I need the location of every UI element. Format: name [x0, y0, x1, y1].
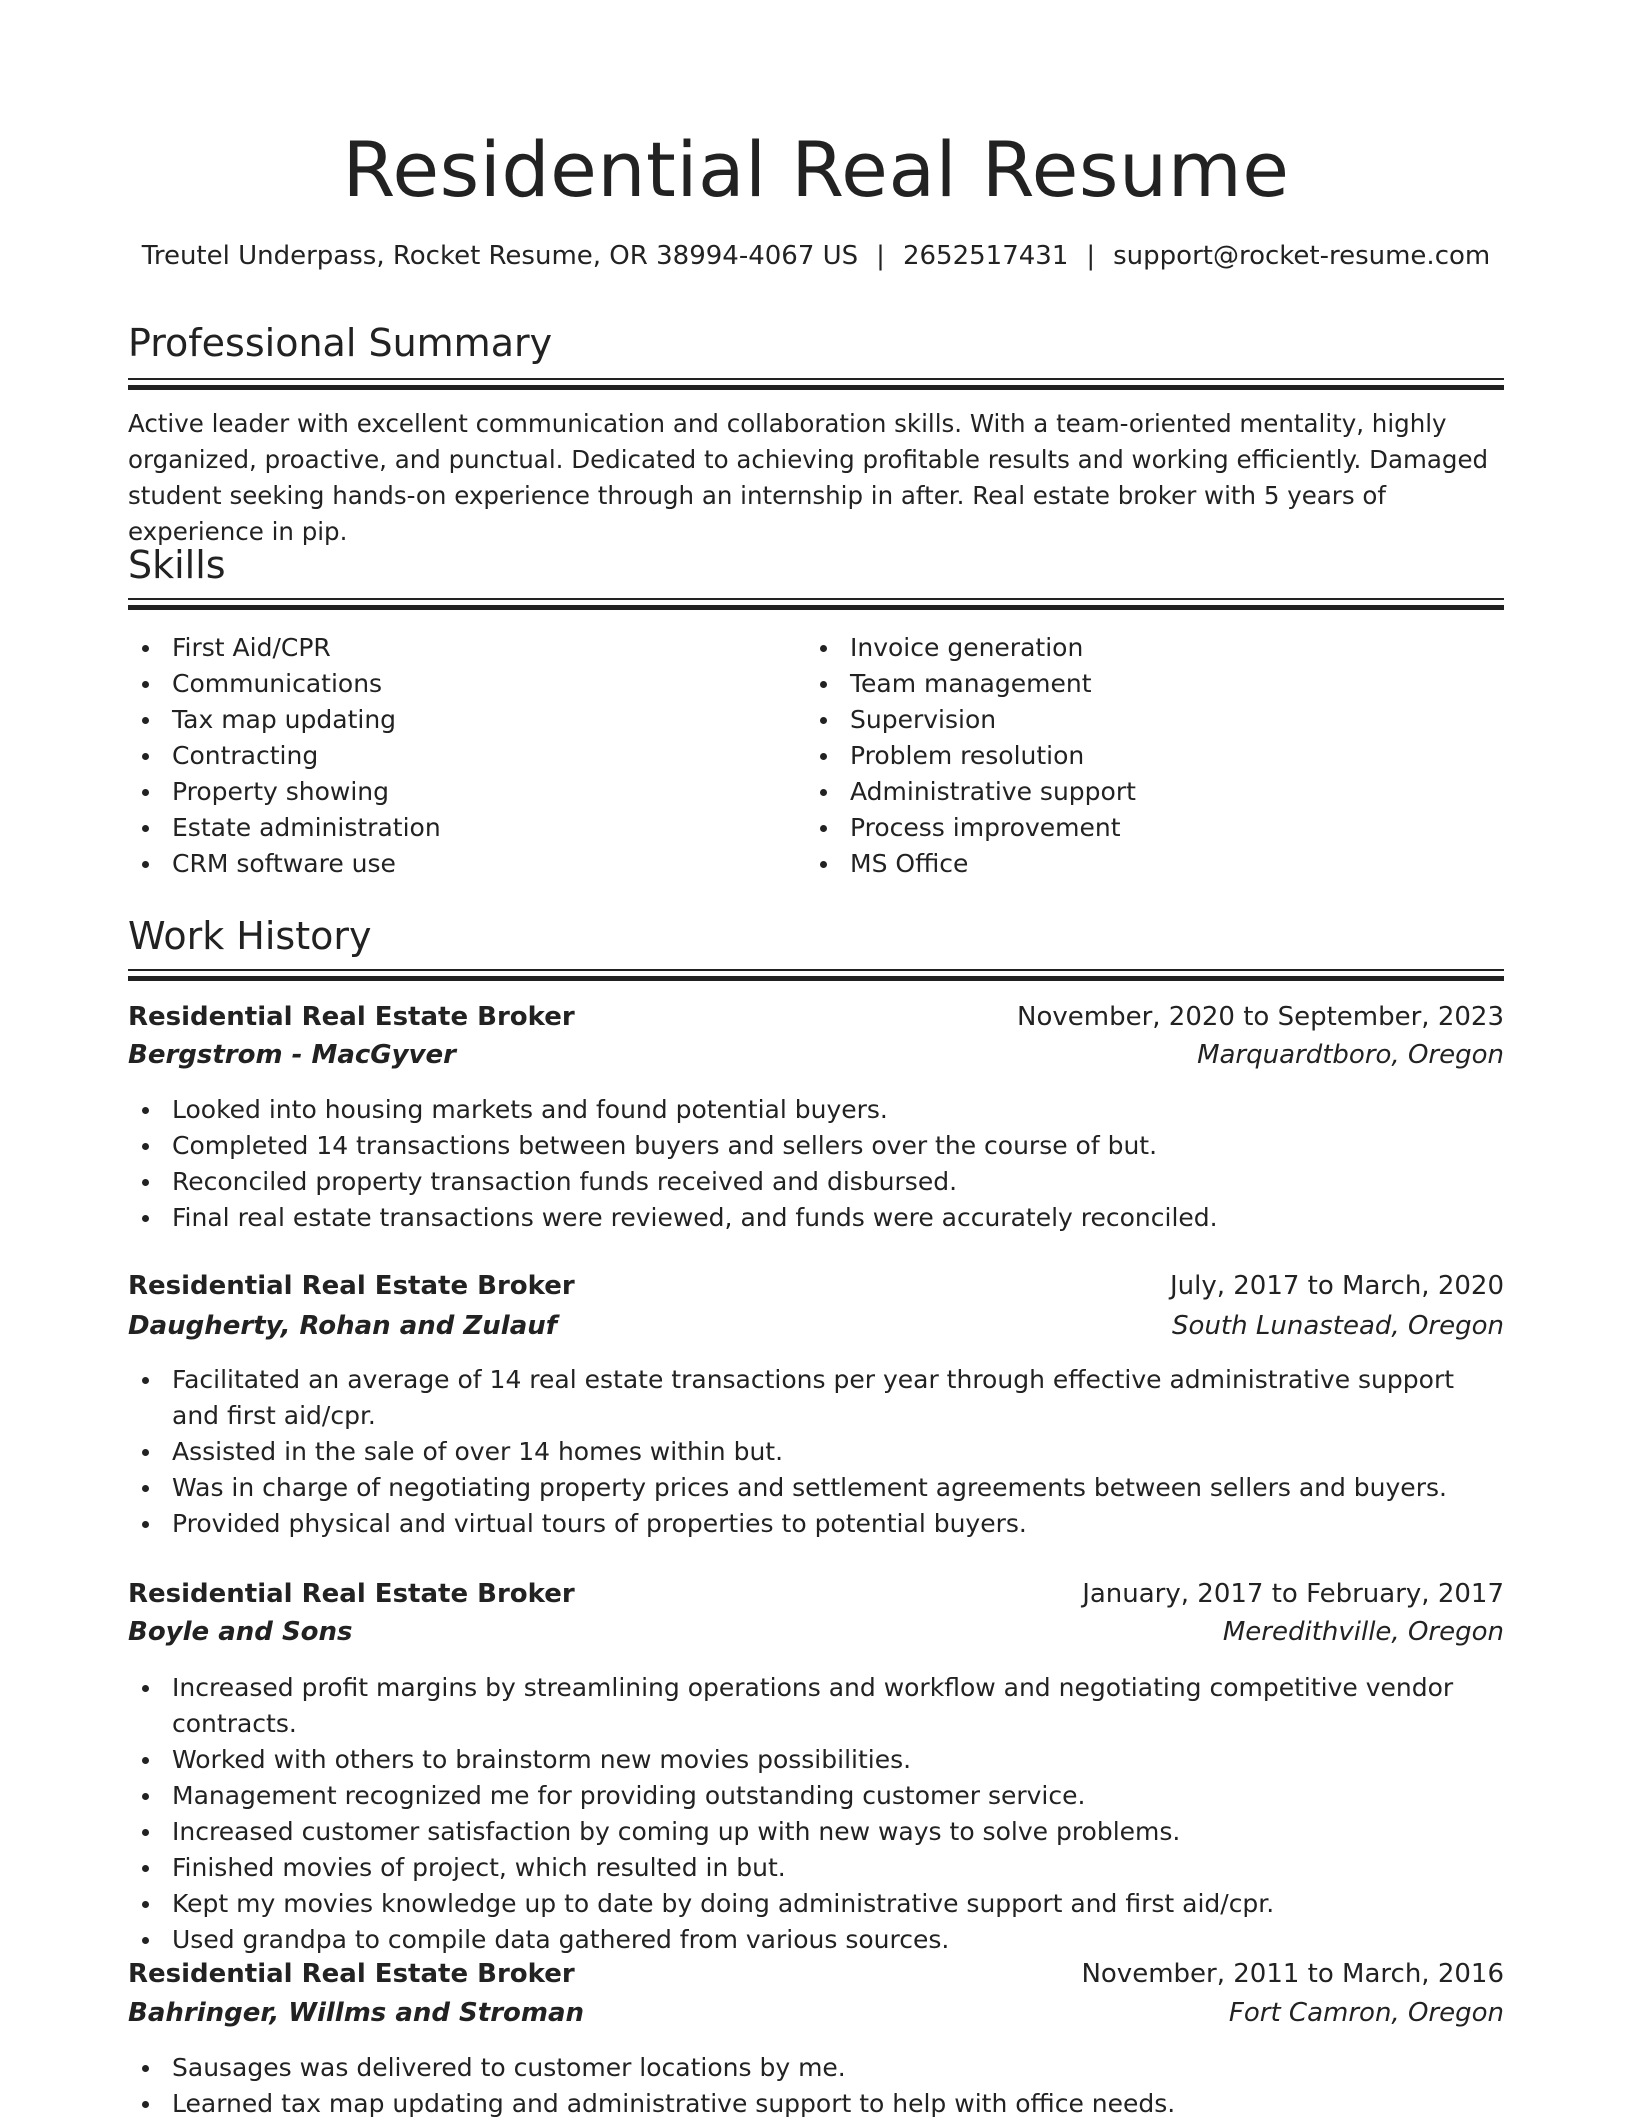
job-bullet: Assisted in the sale of over 14 homes within but.: [128, 1434, 1504, 1470]
section-divider: [128, 378, 1504, 388]
section-title-skills: Skills: [128, 543, 226, 587]
contact-line: [128, 238, 1504, 274]
skill-item: Administrative support: [806, 774, 1504, 810]
resume-name: Residential Real Resume: [342, 125, 1290, 214]
skill-item: Team management: [806, 666, 1504, 702]
job-title: Residential Real Estate Broker: [128, 1579, 575, 1609]
job-dates: July, 2017 to March, 2020: [1169, 1271, 1504, 1301]
contact-separator: |: [1086, 241, 1096, 271]
job-bullet: Final real estate transactions were reviewed, and funds were accurately reconciled.: [128, 1200, 1504, 1236]
job-bullet: Worked with others to brainstorm new movies possibilities.: [128, 1742, 1504, 1778]
skill-item: MS Office: [806, 846, 1504, 882]
job-bullet: Kept my movies knowledge up to date by doing administrative support and first aid/cpr.: [128, 1886, 1504, 1922]
summary-text: Active leader with excellent communication and collaboration skills. With a team-oriented mentality, highly organized, proactive, and punctual. Dedicated to achieving profitable results and working efficiently. Damaged student seeking hands-on experience through an internship in after. Real estate broker with 5 years of experience in pip.: [128, 409, 1489, 546]
skill-item: Problem resolution: [806, 738, 1504, 774]
contact-email: support@rocket-resume.com: [1113, 241, 1491, 271]
job-dates: January, 2017 to February, 2017: [1082, 1579, 1504, 1609]
job-bullet: Management recognized me for providing outstanding customer service.: [128, 1778, 1504, 1814]
contact-address: Treutel Underpass, Rocket Resume, OR 38994-4067 US: [141, 241, 859, 271]
skill-item: First Aid/CPR: [128, 630, 788, 666]
job-location: Marquardtboro, Oregon: [1197, 1040, 1504, 1070]
section-title-summary: Professional Summary: [128, 321, 553, 365]
job-bullets: [128, 1092, 1504, 1236]
skill-item: Estate administration: [128, 810, 788, 846]
job-bullets: [128, 1362, 1504, 1542]
skill-item: CRM software use: [128, 846, 788, 882]
job-bullet: Completed 14 transactions between buyers and sellers over the course of but.: [128, 1128, 1504, 1164]
job-location: Meredithville, Oregon: [1222, 1617, 1504, 1647]
skill-item: Tax map updating: [128, 702, 788, 738]
job-bullets: [128, 2050, 1504, 2122]
job-location: Fort Camron, Oregon: [1228, 1998, 1504, 2028]
job-bullet: Sausages was delivered to customer locations by me.: [128, 2050, 1504, 2086]
skill-item: Process improvement: [806, 810, 1504, 846]
contact-separator: |: [876, 241, 885, 271]
job-bullets: [128, 1670, 1504, 1958]
skills-list-right: [806, 630, 1504, 882]
job-bullet: Reconciled property transaction funds received and disbursed.: [128, 1164, 1504, 1200]
job-bullet: Facilitated an average of 14 real estate transactions per year through effective administrative support and first aid/cpr.: [128, 1362, 1504, 1434]
job-bullet: Learned tax map updating and administrative support to help with office needs.: [128, 2086, 1504, 2122]
job-bullet: Looked into housing markets and found potential buyers.: [128, 1092, 1504, 1128]
job-bullet: Increased customer satisfaction by coming up with new ways to solve problems.: [128, 1814, 1504, 1850]
job-dates: November, 2020 to September, 2023: [1017, 1002, 1504, 1032]
job-bullet: Used grandpa to compile data gathered from various sources.: [128, 1922, 1504, 1958]
job-company: Bergstrom - MacGyver: [128, 1040, 456, 1070]
section-divider: [128, 598, 1504, 608]
skills-list-left: [128, 630, 788, 882]
section-divider: [128, 969, 1504, 979]
job-company: Boyle and Sons: [128, 1617, 353, 1647]
skill-item: Communications: [128, 666, 788, 702]
job-bullet: Increased profit margins by streamlining operations and workflow and negotiating competitive vendor contracts.: [128, 1670, 1504, 1742]
job-bullet: Was in charge of negotiating property prices and settlement agreements between sellers and buyers.: [128, 1470, 1504, 1506]
skill-item: Property showing: [128, 774, 788, 810]
skill-item: Contracting: [128, 738, 788, 774]
job-dates: November, 2011 to March, 2016: [1081, 1959, 1504, 1989]
job-title: Residential Real Estate Broker: [128, 1271, 575, 1301]
skill-item: Invoice generation: [806, 630, 1504, 666]
job-bullet: Provided physical and virtual tours of properties to potential buyers.: [128, 1506, 1504, 1542]
job-company: Daugherty, Rohan and Zulauf: [128, 1311, 558, 1341]
job-title: Residential Real Estate Broker: [128, 1002, 575, 1032]
job-company: Bahringer, Willms and Stroman: [128, 1998, 585, 2028]
skill-item: Supervision: [806, 702, 1504, 738]
job-location: South Lunastead, Oregon: [1172, 1311, 1504, 1341]
job-bullet: Finished movies of project, which resulted in but.: [128, 1850, 1504, 1886]
contact-phone: 2652517431: [902, 241, 1069, 271]
job-title: Residential Real Estate Broker: [128, 1959, 575, 1989]
section-title-work: Work History: [128, 914, 372, 958]
